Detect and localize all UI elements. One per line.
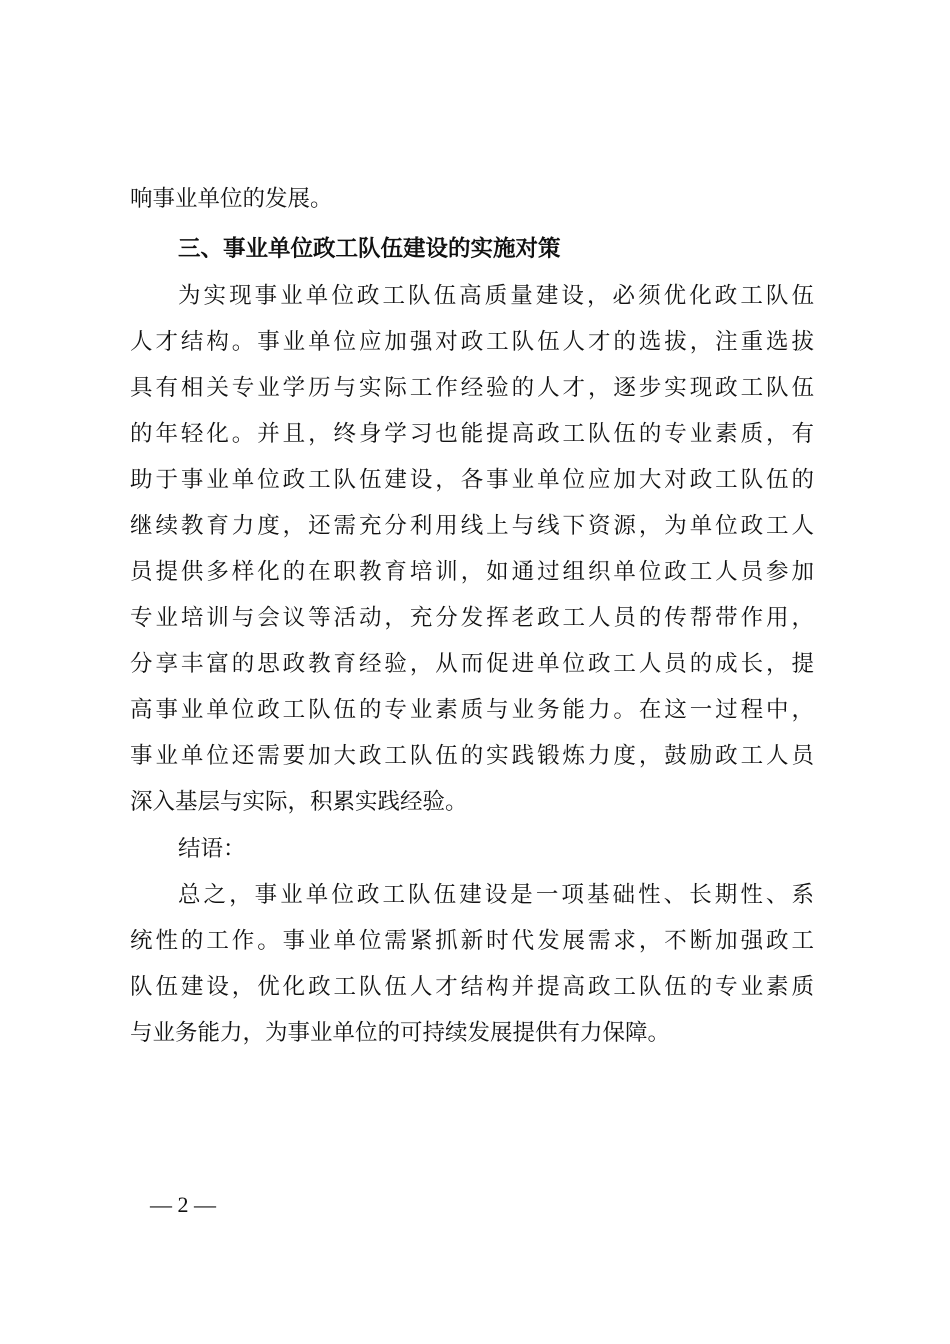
opening-line: 响事业单位的发展。 [130, 186, 333, 212]
paragraph-line: 员提供多样化的在职教育培训，如通过组织单位政工人员参加 [130, 559, 814, 585]
paragraph-line: 事业单位还需要加大政工队伍的实践锻炼力度，鼓励政工人员 [130, 743, 814, 769]
conclusion-label: 结语： [178, 836, 246, 862]
paragraph-line: 深入基层与实际，积累实践经验。 [130, 789, 468, 815]
paragraph-line: 继续教育力度，还需充分利用线上与线下资源，为单位政工人 [130, 513, 814, 539]
paragraph-line: 的年轻化。并且，终身学习也能提高政工队伍的专业素质，有 [130, 421, 814, 447]
paragraph-line: 人才结构。事业单位应加强对政工队伍人才的选拔，注重选拔 [130, 329, 814, 355]
paragraph-line: 为实现事业单位政工队伍高质量建设，必须优化政工队伍 [178, 283, 814, 309]
paragraph-line: 总之，事业单位政工队伍建设是一项基础性、长期性、系 [178, 882, 814, 908]
paragraph-line: 队伍建设，优化政工队伍人才结构并提高政工队伍的专业素质 [130, 974, 814, 1000]
paragraph-line: 与业务能力，为事业单位的可持续发展提供有力保障。 [130, 1020, 671, 1046]
paragraph-line: 统性的工作。事业单位需紧抓新时代发展需求，不断加强政工 [130, 928, 814, 954]
section-heading: 三、事业单位政工队伍建设的实施对策 [178, 236, 561, 262]
paragraph-line: 高事业单位政工队伍的专业素质与业务能力。在这一过程中， [130, 697, 814, 723]
paragraph-line: 专业培训与会议等活动，充分发挥老政工人员的传帮带作用， [130, 605, 814, 631]
paragraph-line: 具有相关专业学历与实际工作经验的人才，逐步实现政工队伍 [130, 375, 814, 401]
page-number: — 2 — [150, 1192, 216, 1217]
paragraph-line: 分享丰富的思政教育经验，从而促进单位政工人员的成长，提 [130, 651, 814, 677]
paragraph-line: 助于事业单位政工队伍建设，各事业单位应加大对政工队伍的 [130, 467, 814, 493]
